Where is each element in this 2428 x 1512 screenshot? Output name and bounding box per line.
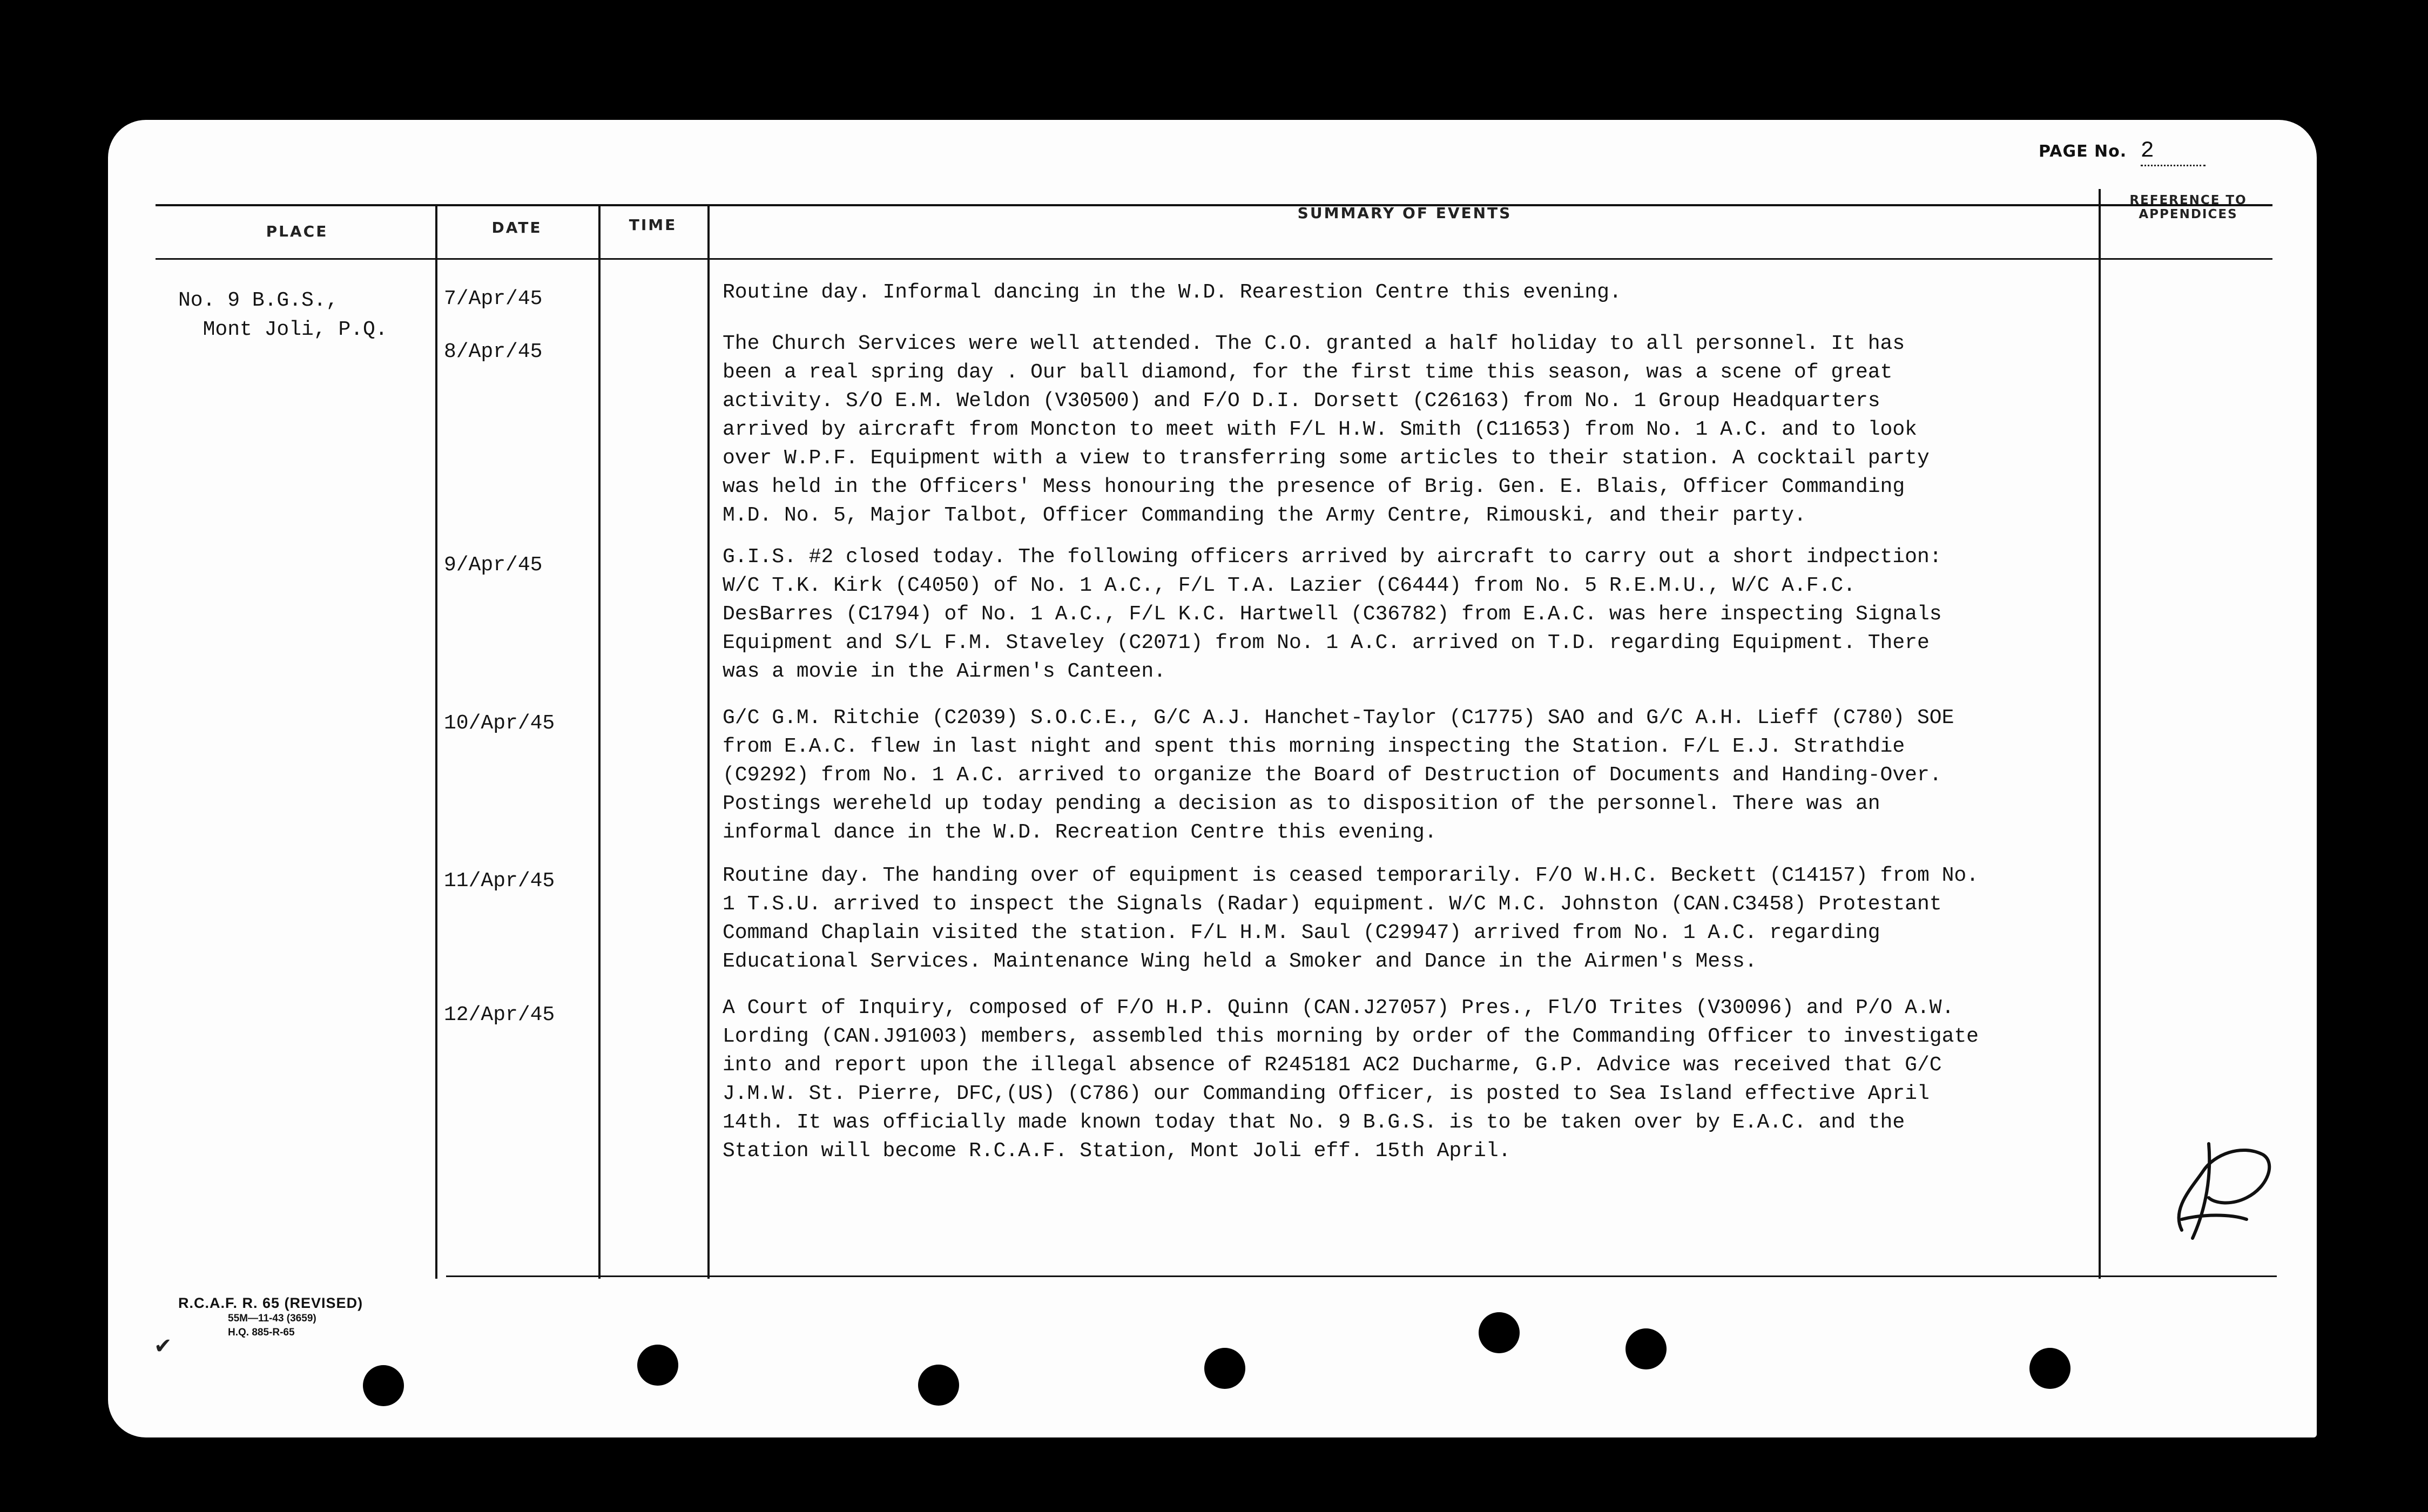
date-cell: 9/Apr/45 — [444, 554, 543, 577]
place-cell: No. 9 B.G.S., Mont Joli, P.Q. — [178, 289, 388, 341]
header-time: TIME — [629, 216, 677, 234]
event-entry: G/C G.M. Ritchie (C2039) S.O.C.E., G/C A.J. Hanchet-Taylor (C1775) SAO and G/C A.H. Lieff (C780) SOE from E.A.C. flew in last night and spent this morning inspecting the Station. F/L E.J. Strathdie (C9292) from No. 1 A.C. arrived to organize the Board of Destruction of Documents and Handing-Over. Postings wereheld up today pending a decision as to disposition of the personnel. There was an informal dance in the W.D. Recreation Centre this evening. — [723, 706, 1954, 844]
punch-hole — [1204, 1348, 1245, 1389]
event-entry: Routine day. The handing over of equipment is ceased temporarily. F/O W.H.C. Beckett (C14157) from No. 1 T.S.U. arrived to inspect the Signals (Radar) equipment. W/C M.C. Johnston (CAN.C3458) Protestant Command Chaplain visited the station. F/L H.M. Saul (C29947) arrived from No. 1 A.C. regarding Educational Services. Maintenance Wing held a Smoker and Dance in the Airmen's Mess. — [723, 864, 1979, 973]
form-number-block — [178, 1295, 363, 1340]
event-entry: G.I.S. #2 closed today. The following officers arrived by aircraft to carry out a short indpection: W/C T.K. Kirk (C4050) of No. 1 A.C., F/L T.A. Lazier (C6444) from No. 5 R.E.M.U., W/C A.F.C. DesBarres (C1794) of No. 1 A.C., F/L K.C. Hartwell (C36782) from E.A.C. was here inspecting Signals Equipment and S/L F.M. Staveley (C2071) from No. 1 A.C. arrived on T.D. regarding Equipment. There was a movie in the Airmen's Canteen. — [723, 545, 1942, 683]
punch-hole — [1479, 1312, 1520, 1353]
form-number: R.C.A.F. R. 65 (REVISED) — [178, 1295, 363, 1311]
check-mark-icon: ✔ — [154, 1334, 172, 1359]
handwritten-initials-icon — [2160, 1122, 2279, 1246]
page-number-label: PAGE No. — [2039, 142, 2127, 161]
punch-hole — [1626, 1328, 1667, 1369]
date-cell: 7/Apr/45 — [444, 287, 543, 310]
header-summary: SUMMARY OF EVENTS — [1297, 204, 1512, 222]
punch-hole — [637, 1345, 678, 1386]
punch-hole — [2029, 1348, 2070, 1389]
column-rule-time-summary — [707, 204, 710, 1279]
page-number-value: 2 — [2141, 138, 2206, 166]
header-reference — [2102, 193, 2275, 221]
header-place: PLACE — [266, 222, 328, 240]
date-cell: 12/Apr/45 — [444, 1003, 555, 1027]
punch-hole — [363, 1365, 404, 1406]
table-bottom-rule — [446, 1275, 2277, 1277]
header-reference-line2: APPENDICES — [2139, 207, 2238, 221]
event-entry: The Church Services were well attended. The C.O. granted a half holiday to all personnel. It has been a real spring day . Our ball diamond, for the first time this season, was a scene of great activity. S/O E.M. Weldon (V30500) and F/O D.I. Dorsett (C26163) from No. 1 Group Headquarters arrived by aircraft from Moncton to meet with F/L H.W. Smith (C11653) from No. 1 A.C. and to look over W.P.F. Equipment with a view to transferring some articles to their station. A cocktail party was held in the Officers' Mess honouring the presence of Brig. Gen. E. Blais, Officer Commanding M.D. No. 5, Major Talbot, Officer Commanding the Army Centre, Rimouski, and their party. — [723, 332, 1930, 527]
page-number — [2039, 138, 2206, 166]
event-entry: A Court of Inquiry, composed of F/O H.P. Quinn (CAN.J27057) Pres., Fl/O Trites (V30096) and P/O A.W. Lording (CAN.J91003) members, assembled this morning by order of the Commanding Officer to investigate into and report upon the illegal absence of R245181 AC2 Ducharme, G.P. Advice was received that G/C J.M.W. St. Pierre, DFC,(US) (C786) our Commanding Officer, is posted to Sea Island effective April 14th. It was officially made known today that No. 9 B.G.S. is to be taken over by E.A.C. and the Station will become R.C.A.F. Station, Mont Joli eff. 15th April. — [723, 996, 1979, 1163]
column-rule-summary-reference — [2099, 189, 2101, 1279]
punch-hole — [918, 1365, 959, 1406]
date-cell: 11/Apr/45 — [444, 869, 555, 893]
form-print-line: 55M—11-43 (3659) — [228, 1313, 316, 1324]
header-date: DATE — [491, 219, 542, 237]
header-reference-line1: REFERENCE TO — [2129, 193, 2247, 207]
form-hq-line: H.Q. 885-R-65 — [228, 1327, 295, 1338]
header-bottom-rule — [156, 258, 2272, 260]
column-rule-place-date — [435, 204, 437, 1279]
column-rule-date-time — [598, 204, 601, 1279]
date-cell: 10/Apr/45 — [444, 712, 555, 735]
event-entry: Routine day. Informal dancing in the W.D. Rearestion Centre this evening. — [723, 281, 1622, 304]
date-cell: 8/Apr/45 — [444, 340, 543, 363]
